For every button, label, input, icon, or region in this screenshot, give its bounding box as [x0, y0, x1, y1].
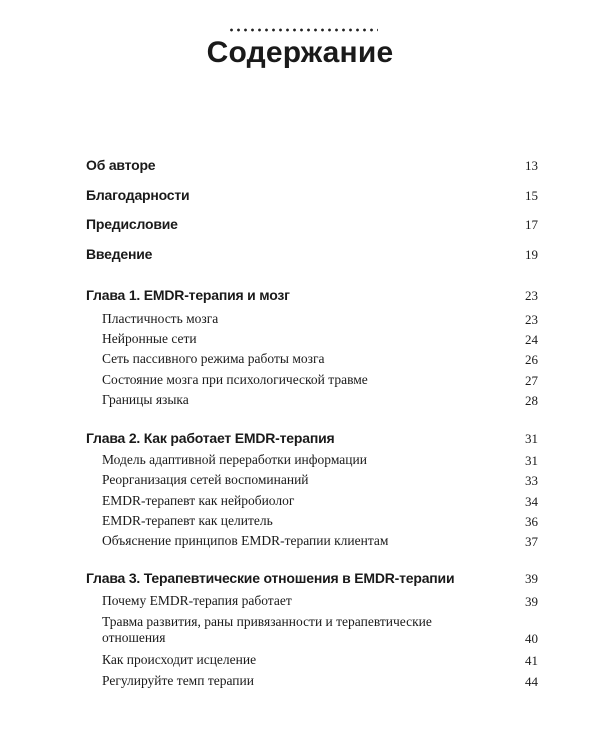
entry-title: Травма развития, раны привязанности и терапевтические отношения	[102, 614, 432, 645]
toc-entry	[0, 452, 600, 472]
entry-page: 39	[525, 571, 538, 586]
entry-title: Об авторе	[86, 157, 156, 173]
entry-title: Почему EMDR-терапия работает	[102, 593, 292, 608]
entry-title: Сеть пассивного режима работы мозга	[102, 351, 325, 366]
toc-entry	[0, 513, 600, 533]
toc-entry	[0, 493, 600, 513]
entry-title: Реорганизация сетей воспоминаний	[102, 472, 309, 487]
entry-page: 41	[525, 653, 538, 668]
toc-entry	[0, 392, 600, 412]
page-title: Содержание	[206, 36, 394, 69]
chapter-title: Глава 2. Как работает EMDR-терапия	[86, 430, 335, 446]
entry-title: Предисловие	[86, 216, 178, 232]
toc-entry	[0, 593, 600, 613]
entry-title: Введение	[86, 246, 153, 262]
entry-page: 15	[525, 188, 538, 203]
entry-title: Как происходит исцеление	[102, 652, 257, 667]
entry-page: 31	[525, 453, 538, 468]
entry-title: Границы языка	[102, 392, 189, 407]
toc-entry-acknowledgements	[0, 187, 600, 207]
toc-entry	[0, 472, 600, 492]
decorative-dotted-line	[228, 28, 378, 32]
entry-page: 19	[525, 247, 538, 262]
toc-entry	[0, 533, 600, 553]
entry-page: 33	[525, 473, 538, 488]
toc-entry	[0, 351, 600, 371]
entry-title: EMDR-терапевт как нейробиолог	[102, 493, 295, 508]
entry-title: Состояние мозга при психологической травме	[102, 372, 368, 387]
entry-page: 17	[525, 217, 538, 232]
toc-entry-about-author	[0, 157, 600, 177]
chapter-title: Глава 1. EMDR-терапия и мозг	[86, 287, 290, 303]
entry-title: Благодарности	[86, 187, 190, 203]
toc-entry	[0, 614, 600, 648]
chapter-title: Глава 3. Терапевтические отношения в EMDR-терапии	[86, 570, 455, 586]
toc-entry	[0, 673, 600, 693]
entry-page: 40	[525, 631, 538, 646]
entry-page: 23	[525, 288, 538, 303]
entry-title: EMDR-терапевт как целитель	[102, 513, 273, 528]
entry-title: Регулируйте темп терапии	[102, 673, 254, 688]
toc-chapter-3	[0, 570, 600, 590]
entry-page: 27	[525, 373, 538, 388]
entry-page: 31	[525, 431, 538, 446]
entry-page: 24	[525, 332, 538, 347]
entry-page: 37	[525, 534, 538, 549]
entry-page: 39	[525, 594, 538, 609]
toc-chapter-1	[0, 287, 600, 307]
toc-entry	[0, 311, 600, 331]
toc-entry-foreword	[0, 216, 600, 236]
entry-title: Объяснение принципов EMDR-терапии клиентам	[102, 533, 389, 548]
entry-page: 34	[525, 494, 538, 509]
entry-page: 36	[525, 514, 538, 529]
toc-chapter-2	[0, 430, 600, 450]
entry-title: Пластичность мозга	[102, 311, 219, 326]
entry-page: 13	[525, 158, 538, 173]
entry-page: 28	[525, 393, 538, 408]
toc-entry	[0, 331, 600, 351]
toc-entry	[0, 652, 600, 672]
toc-entry-introduction	[0, 246, 600, 266]
entry-page: 23	[525, 312, 538, 327]
toc-entry	[0, 372, 600, 392]
entry-title: Модель адаптивной переработки информации	[102, 452, 367, 467]
entry-title: Нейронные сети	[102, 331, 197, 346]
entry-page: 26	[525, 352, 538, 367]
entry-page: 44	[525, 674, 538, 689]
